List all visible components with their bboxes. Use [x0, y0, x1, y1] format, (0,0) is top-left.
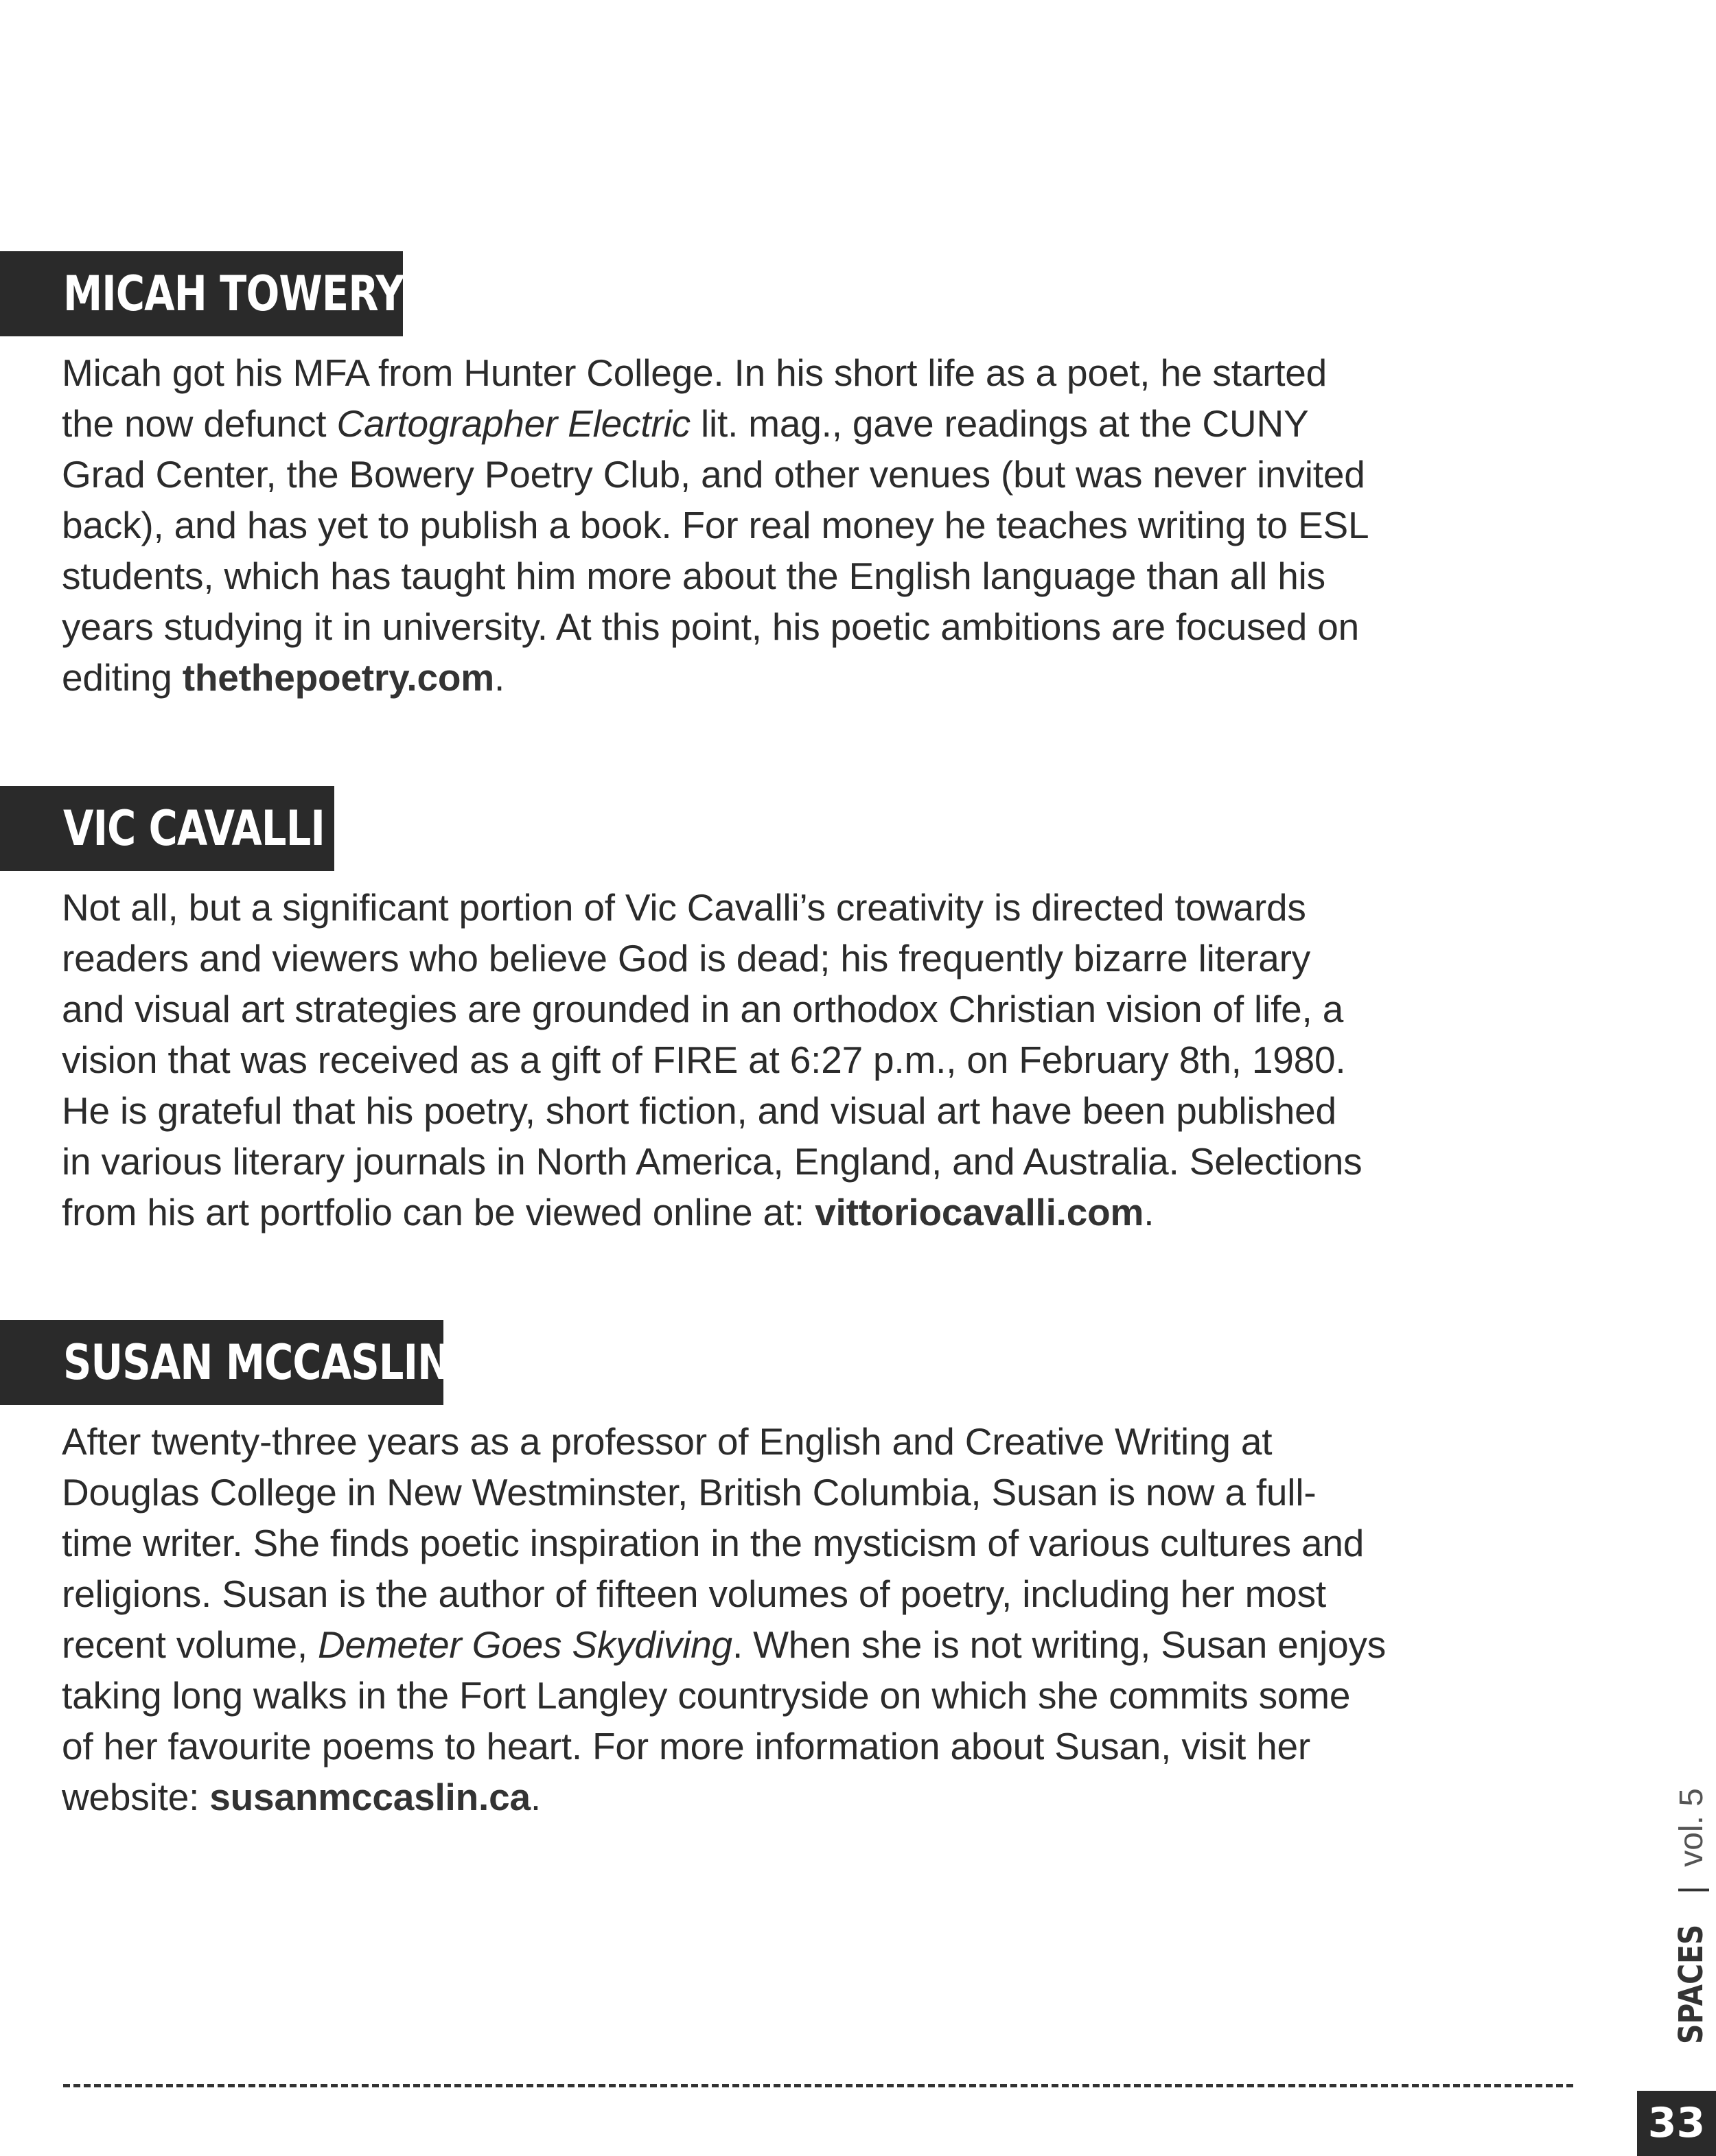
footer-divider [63, 2084, 1573, 2087]
contributor-name-bar [0, 1320, 450, 1405]
bio-line [62, 398, 1579, 449]
bio-text [62, 1416, 1579, 1822]
publication-title: Demeter Goes Skydiving [318, 1623, 732, 1666]
journal-title: SPACES [1672, 1924, 1711, 2044]
bio-line [62, 1619, 1579, 1670]
bio-line: Not all, but a significant portion of Vic Cavalli’s creativity is directed towards [62, 886, 1306, 929]
bio-line-prefix: website: [62, 1776, 200, 1818]
page-number: 33 [1637, 2091, 1716, 2156]
bio-line: vision that was received as a gift of FIRE at 6:27 p.m., on February 8th, 1980. [62, 1039, 1346, 1081]
bio-line: After twenty-three years as a professor of English and Creative Writing at [62, 1420, 1273, 1463]
website-url: susanmccaslin.ca [209, 1776, 531, 1818]
contributor-name: MICAH TOWERY [63, 266, 404, 322]
bio-line: Micah got his MFA from Hunter College. In his short life as a poet, he started [62, 351, 1327, 394]
bio-line: religions. Susan is the author of fifteen volumes of poetry, including her most [62, 1573, 1326, 1615]
bio-line-suffix: lit. mag., gave readings at the CUNY [701, 402, 1309, 445]
contributor-name: VIC CAVALLI [63, 800, 325, 857]
volume-label: vol. 5 [1673, 1788, 1710, 1867]
bio-line: taking long walks in the Fort Langley countryside on which she commits some [62, 1674, 1351, 1717]
bio-line: He is grateful that his poetry, short fiction, and visual art have been published [62, 1089, 1336, 1132]
bio-line: years studying it in university. At this point, his poetic ambitions are focused on [62, 605, 1360, 648]
bio-line: students, which has taught him more about the English language than all his [62, 555, 1325, 597]
contributor-name-bar [0, 786, 334, 871]
bio-line: back), and has yet to publish a book. For real money he teaches writing to ESL [62, 504, 1369, 546]
bio-line-prefix: from his art portfolio can be viewed online at: [62, 1191, 805, 1233]
contributor-name-bar [0, 251, 403, 336]
bio-line-prefix: recent volume, [62, 1623, 308, 1666]
bio-line: time writer. She finds poetic inspiration in the mysticism of various cultures and [62, 1522, 1365, 1564]
website-url: vittoriocavalli.com [815, 1191, 1144, 1233]
bio-line: readers and viewers who believe God is dead; his frequently bizarre literary [62, 937, 1311, 980]
bio-line: in various literary journals in North America, England, and Australia. Selections [62, 1140, 1363, 1183]
bio-line: website: susanmccaslin.ca. [62, 1776, 541, 1818]
contributor-name: SUSAN MCCASLIN [63, 1334, 450, 1391]
bio-line: of her favourite poems to heart. For more information about Susan, visit her [62, 1725, 1311, 1767]
bio-line-suffix: . When she is not writing, Susan enjoys [732, 1623, 1387, 1666]
bio-line: from his art portfolio can be viewed online at: vittoriocavalli.com. [62, 1191, 1155, 1233]
bio-line-prefix: the now defunct [62, 402, 327, 445]
running-head-separator: | [1673, 1886, 1710, 1894]
bio-line: and visual art strategies are grounded in an orthodox Christian vision of life, a [62, 988, 1344, 1030]
publication-title: Cartographer Electric [336, 402, 691, 445]
bio-line: Grad Center, the Bowery Poetry Club, and other venues (but was never invited [62, 453, 1365, 496]
bio-text [62, 347, 1579, 703]
website-url: thethepoetry.com [182, 656, 494, 699]
bio-text [62, 882, 1579, 1238]
bio-line: editing thethepoetry.com. [62, 656, 505, 699]
bio-line: Douglas College in New Westminster, British Columbia, Susan is now a full- [62, 1471, 1317, 1514]
bio-line-prefix: editing [62, 656, 172, 699]
running-head [1672, 1788, 1711, 2044]
